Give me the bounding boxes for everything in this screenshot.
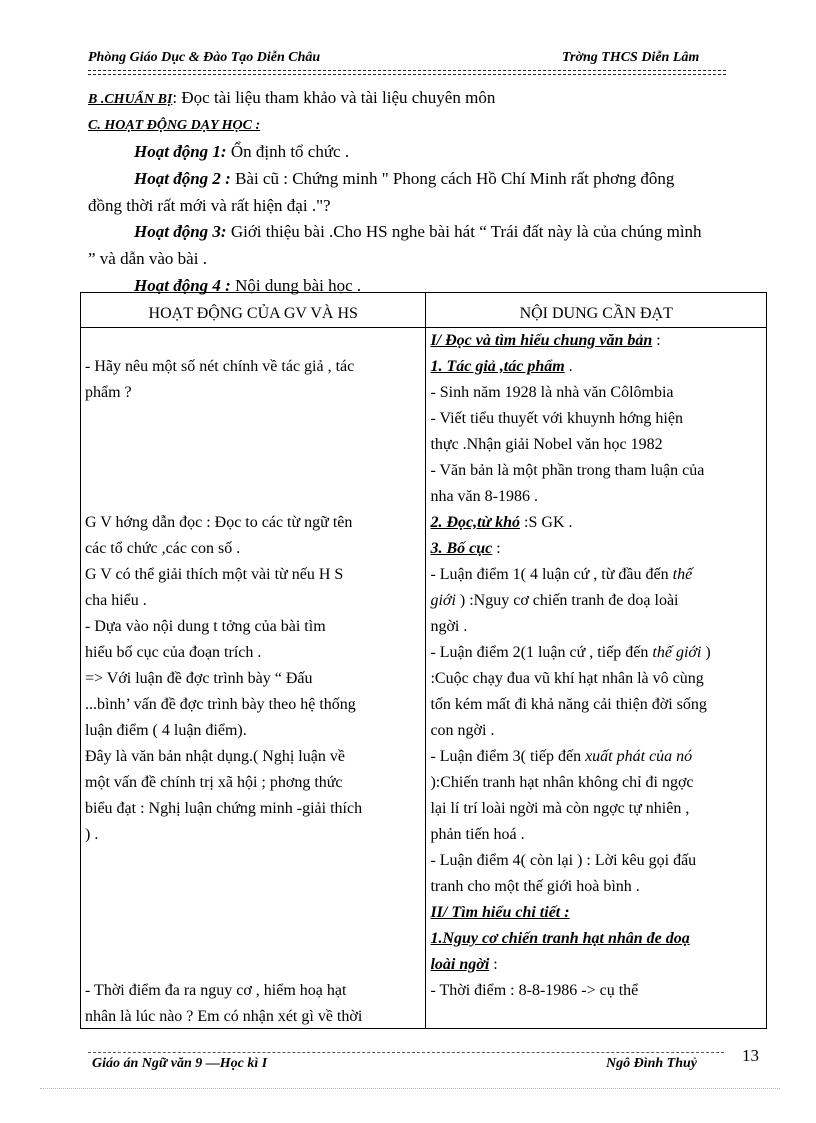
right-line bbox=[430, 510, 762, 536]
left-line bbox=[85, 874, 421, 900]
left-line: hiểu bố cục của đoạn trích . bbox=[85, 644, 262, 661]
section-c bbox=[88, 110, 260, 139]
lesson-table bbox=[80, 292, 767, 1029]
header-divider-2 bbox=[88, 74, 726, 75]
left-line: cha hiểu . bbox=[85, 592, 147, 609]
right-line-text: - Văn bản là một phần trong tham luận của bbox=[430, 462, 705, 479]
right-line bbox=[430, 978, 762, 1004]
activity-4-label: Hoạt động 4 : bbox=[134, 276, 231, 295]
right-line-text: ):Chiến tranh hạt nhân không chỉ đi ngợc bbox=[430, 774, 694, 791]
right-line-text: ) :Nguy cơ chiến tranh đe doạ loài bbox=[455, 592, 679, 609]
right-line bbox=[430, 848, 762, 874]
right-line-heading: 1. Tác giả ,tác phẩm bbox=[430, 358, 565, 375]
right-line-heading: I/ Đọc và tìm hiểu chung văn bản bbox=[430, 332, 653, 349]
right-line bbox=[430, 718, 762, 744]
right-line bbox=[430, 484, 762, 510]
left-line: - Dựa vào nội dung t tởng của bài tìm bbox=[85, 618, 326, 635]
left-line: các tổ chức ,các con số . bbox=[85, 540, 241, 557]
left-line: ) . bbox=[85, 826, 99, 843]
right-line-text: thực .Nhận giải Nobel văn học 1982 bbox=[430, 436, 663, 453]
right-line-text: nha văn 8-1986 . bbox=[430, 488, 538, 505]
right-line bbox=[430, 900, 762, 926]
section-b bbox=[88, 84, 495, 113]
right-line-italic: thế bbox=[672, 566, 693, 583]
activity-3-cont: ” và dẫn vào bài . bbox=[88, 249, 207, 268]
right-line-text: - Thời điểm : 8-8-1986 -> cụ thể bbox=[430, 982, 639, 999]
left-line: luận điểm ( 4 luận điểm). bbox=[85, 722, 247, 739]
activity-4-text: Nội dung bài học . bbox=[230, 276, 362, 295]
right-line-italic: giới bbox=[430, 592, 456, 609]
activity-2-cont: đồng thời rất mới và rất hiện đại ."? bbox=[88, 196, 331, 215]
right-line bbox=[430, 380, 762, 406]
left-line bbox=[85, 952, 421, 978]
right-line-heading: loài ngời bbox=[430, 956, 490, 973]
right-line-text: : bbox=[492, 540, 501, 557]
left-line bbox=[85, 926, 421, 952]
left-line: Đây là văn bản nhật dụng.( Nghị luận về bbox=[85, 748, 345, 765]
right-line-text: con ngời . bbox=[430, 722, 495, 739]
right-line bbox=[430, 328, 762, 354]
right-line bbox=[430, 926, 762, 952]
right-line bbox=[430, 562, 762, 588]
right-line bbox=[430, 796, 762, 822]
right-line bbox=[430, 744, 762, 770]
right-line bbox=[430, 822, 762, 848]
activity-1-text: Ổn định tổ chức . bbox=[226, 142, 350, 161]
left-line: nhân là lúc nào ? Em có nhận xét gì về thời bbox=[85, 1008, 363, 1025]
right-line bbox=[430, 640, 762, 666]
right-line-text: : bbox=[652, 332, 661, 349]
right-line bbox=[430, 354, 762, 380]
right-line-italic: thế giới bbox=[652, 644, 702, 661]
section-b-label: B .CHUẨN BỊ bbox=[88, 92, 173, 107]
left-line: G V hớng dẫn đọc : Đọc to các từ ngữ tên bbox=[85, 514, 353, 531]
right-line bbox=[430, 588, 762, 614]
left-line bbox=[85, 432, 421, 458]
right-line-heading: 2. Đọc,từ khó bbox=[430, 514, 521, 531]
section-c-label: C. HOẠT ĐỘNG DẠY HỌC : bbox=[88, 118, 261, 133]
activity-3-text: Giới thiệu bài .Cho HS nghe bài hát “ Trái đất này là của chúng mình bbox=[226, 222, 702, 241]
right-line bbox=[430, 874, 762, 900]
right-line-italic: xuất phát của nó bbox=[585, 748, 693, 765]
left-line: G V có thể giải thích một vài từ nếu H S bbox=[85, 566, 344, 583]
left-column bbox=[81, 328, 426, 1029]
left-line: - Hãy nêu một số nét chính về tác giả , tác bbox=[85, 358, 355, 375]
right-line-text: . bbox=[564, 358, 573, 375]
left-line bbox=[85, 848, 421, 874]
footer-right: Ngô Đình Thuỷ bbox=[606, 1056, 698, 1071]
right-line bbox=[430, 406, 762, 432]
left-line: => Với luận đề đợc trình bày “ Đấu bbox=[85, 670, 313, 687]
right-line-text: ngời . bbox=[430, 618, 468, 635]
bottom-divider bbox=[40, 1088, 780, 1089]
section-b-text: : Đọc tài liệu tham khảo và tài liệu chuyên môn bbox=[172, 88, 496, 107]
page-number: 13 bbox=[742, 1046, 759, 1065]
footer-divider bbox=[88, 1052, 724, 1053]
col-left-header: HOẠT ĐỘNG CỦA GV VÀ HS bbox=[81, 293, 426, 328]
right-line-text: - Luận điểm 3( tiếp đến bbox=[430, 748, 586, 765]
right-line-text: :Cuộc chạy đua vũ khí hạt nhân là vô cùng bbox=[430, 670, 704, 687]
right-line-text: : bbox=[489, 956, 498, 973]
footer-left: Giáo án Ngữ văn 9 —Học kì I bbox=[92, 1056, 268, 1071]
right-line bbox=[430, 432, 762, 458]
activity-1 bbox=[134, 138, 349, 165]
activity-2-label: Hoạt động 2 : bbox=[134, 169, 231, 188]
activity-2 bbox=[134, 165, 674, 192]
activity-1-label: Hoạt động 1: bbox=[134, 142, 227, 161]
right-line-heading: 3. Bố cục bbox=[430, 540, 493, 557]
right-line-text: - Luận điểm 1( 4 luận cứ , từ đầu đến bbox=[430, 566, 673, 583]
activity-3 bbox=[134, 218, 702, 245]
header-divider bbox=[88, 70, 726, 71]
header-left: Phòng Giáo Dục & Đào Tạo Diễn Châu bbox=[88, 50, 321, 65]
right-line bbox=[430, 692, 762, 718]
right-line-text: tốn kém mất đi khả năng cải thiện đời sống bbox=[430, 696, 707, 713]
left-line: biểu đạt : Nghị luận chứng minh -giải thích bbox=[85, 800, 363, 817]
right-line-text: - Luận điểm 4( còn lại ) : Lời kêu gọi đấu bbox=[430, 852, 697, 869]
right-line bbox=[430, 458, 762, 484]
right-line-text: - Viết tiểu thuyết với khuynh hớng hiện bbox=[430, 410, 683, 427]
right-line bbox=[430, 614, 762, 640]
right-line-text: ) bbox=[701, 644, 711, 661]
left-line bbox=[85, 406, 421, 432]
col-right-header: NỘI DUNG CẦN ĐẠT bbox=[426, 293, 767, 328]
left-line bbox=[85, 484, 421, 510]
right-line-text: - Sinh năm 1928 là nhà văn Côlômbia bbox=[430, 384, 674, 401]
right-line-text: phản tiến hoá . bbox=[430, 826, 525, 843]
left-line: phẩm ? bbox=[85, 384, 132, 401]
right-line-text: :S GK . bbox=[520, 514, 573, 531]
left-line: - Thời điểm đa ra nguy cơ , hiểm hoạ hạt bbox=[85, 982, 347, 999]
right-line-heading: 1.Nguy cơ chiến tranh hạt nhân đe doạ bbox=[430, 930, 690, 947]
right-line bbox=[430, 770, 762, 796]
right-line-text: lại lí trí loài ngời mà còn ngợc tự nhiên , bbox=[430, 800, 690, 817]
right-line bbox=[430, 666, 762, 692]
right-line bbox=[430, 536, 762, 562]
left-line bbox=[85, 900, 421, 926]
left-line: một vấn đề chính trị xã hội ; phơng thức bbox=[85, 774, 343, 791]
right-line bbox=[430, 952, 762, 978]
left-line: ...bình’ vấn đề đợc trình bày theo hệ thống bbox=[85, 696, 356, 713]
right-line-text: - Luận điểm 2(1 luận cứ , tiếp đến bbox=[430, 644, 653, 661]
activity-3-label: Hoạt động 3: bbox=[134, 222, 227, 241]
header-right: Trờng THCS Diễn Lâm bbox=[562, 50, 700, 65]
left-line bbox=[85, 458, 421, 484]
right-line-text: tranh cho một thế giới hoà bình . bbox=[430, 878, 640, 895]
left-line bbox=[85, 328, 421, 354]
right-line-heading: II/ Tìm hiểu chi tiết : bbox=[430, 904, 570, 921]
activity-2-text: Bài cũ : Chứng minh " Phong cách Hồ Chí Minh rất phơng đông bbox=[230, 169, 675, 188]
right-column bbox=[426, 328, 767, 1029]
